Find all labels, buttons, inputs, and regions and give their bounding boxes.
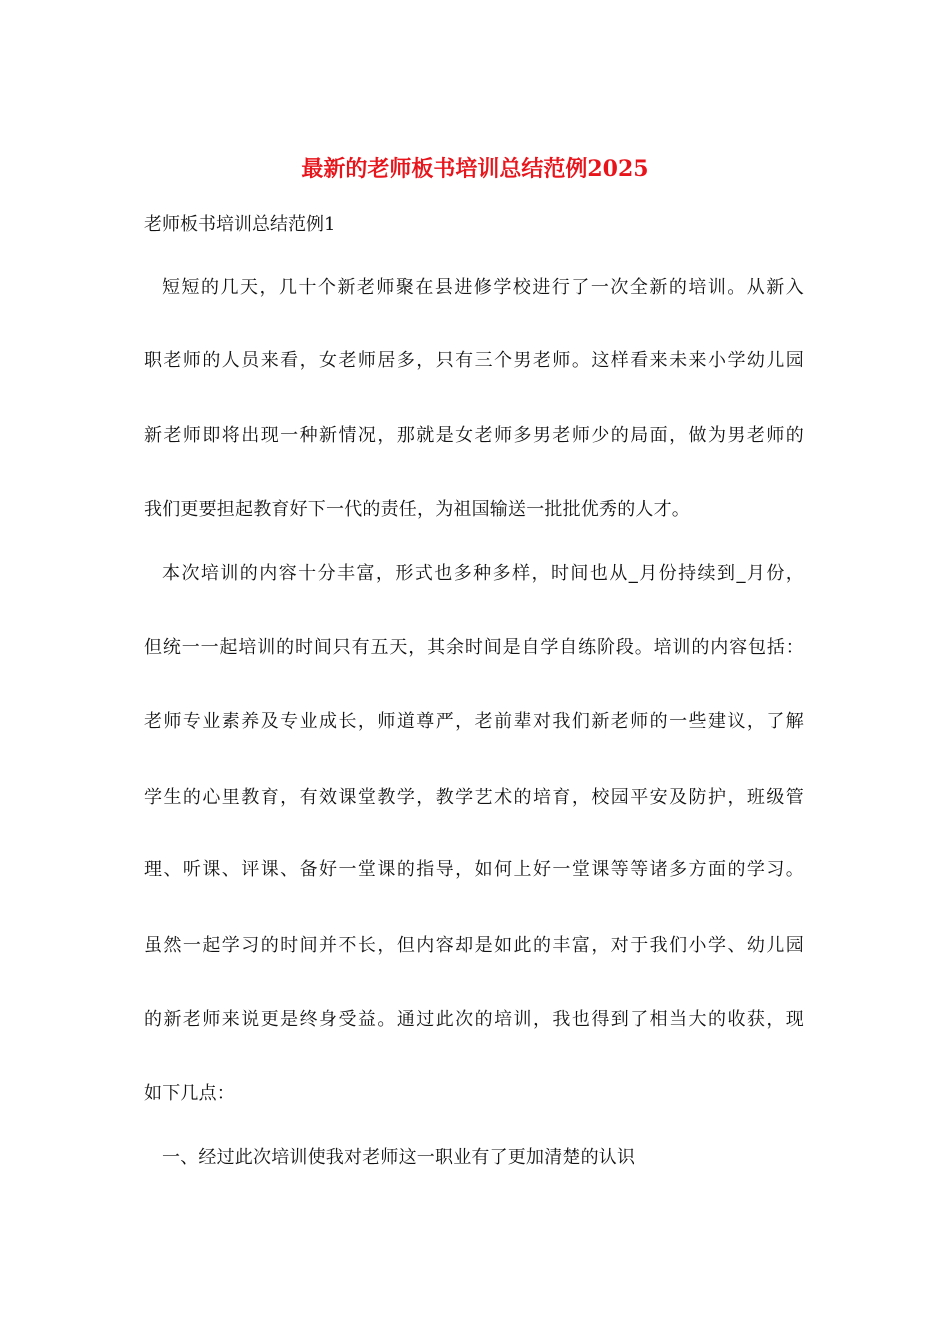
paragraph-line: 的新老师来说更是终身受益。通过此次的培训，我也得到了相当大的收获，现 [144, 1009, 804, 1030]
paragraph-line: 职老师的人员来看，女老师居多，只有三个男老师。这样看来未来小学幼儿园 [144, 350, 804, 371]
document-title: 最新的老师板书培训总结范例2025 [301, 156, 649, 182]
paragraph-line: 短短的几天，几十个新老师聚在县进修学校进行了一次全新的培训。从新入 [162, 277, 804, 298]
paragraph-line: 但统一一起培训的时间只有五天，其余时间是自学自练阶段。培训的内容包括： [144, 637, 804, 658]
paragraph-line: 学生的心里教育，有效课堂教学，教学艺术的培育，校园平安及防护，班级管 [144, 787, 804, 808]
section-heading: 老师板书培训总结范例1 [144, 214, 336, 235]
paragraph-line: 理、听课、评课、备好一堂课的指导，如何上好一堂课等等诸多方面的学习。 [144, 859, 804, 880]
paragraph-line: 一、经过此次培训使我对老师这一职业有了更加清楚的认识 [162, 1147, 636, 1168]
paragraph-line: 老师专业素养及专业成长，师道尊严，老前辈对我们新老师的一些建议，了解 [144, 711, 804, 732]
paragraph-line: 新老师即将出现一种新情况，那就是女老师多男老师少的局面，做为男老师的 [144, 425, 804, 446]
paragraph-line: 如下几点： [144, 1083, 235, 1104]
paragraph-line: 虽然一起学习的时间并不长，但内容却是如此的丰富，对于我们小学、幼儿园 [144, 935, 804, 956]
paragraph-line: 本次培训的内容十分丰富，形式也多种多样，时间也从_月份持续到_月份， [162, 563, 804, 584]
paragraph-line: 我们更要担起教育好下一代的责任，为祖国输送一批批优秀的人才。 [144, 499, 690, 520]
